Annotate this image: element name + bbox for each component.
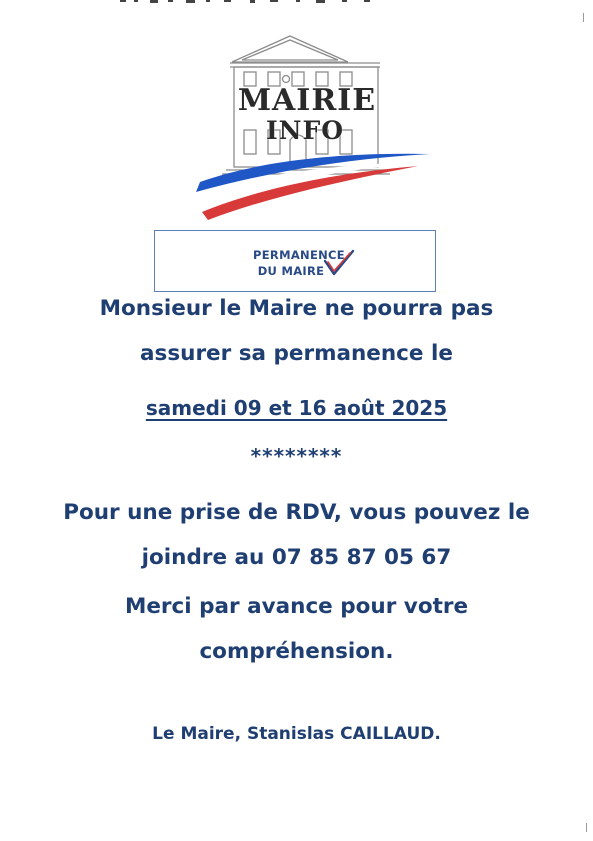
notice-line2: assurer sa permanence le [140, 341, 453, 366]
badge-line2: DU MAIRE [257, 264, 325, 278]
badge-line1: PERMANENCE [253, 248, 345, 262]
notice-dates-text: samedi 09 et 16 août 2025 [145, 396, 448, 420]
rdv-line2: joindre au 07 85 87 05 67 [141, 545, 452, 570]
mairie-info-logo [186, 30, 436, 220]
notice-line1: Monsieur le Maire ne pourra pas [99, 296, 494, 321]
signature: Le Maire, Stanislas CAILLAUD. [152, 724, 441, 744]
logo-title-line1: MAIRIE [237, 83, 377, 118]
thanks-line1: Merci par avance pour votre [124, 594, 469, 619]
permanence-badge [154, 230, 436, 292]
scan-mark-bottom-right [586, 823, 587, 832]
notice-dates [0, 396, 593, 420]
logo-title-line2: INFO [265, 116, 345, 145]
scan-mark-top-right [583, 13, 584, 22]
scan-artifact-top [120, 0, 380, 4]
thanks-line2: compréhension. [199, 639, 394, 664]
rdv-line1: Pour une prise de RDV, vous pouvez le [63, 500, 530, 525]
checkmark-icon [323, 249, 355, 277]
notice-separator: ******** [250, 444, 343, 468]
